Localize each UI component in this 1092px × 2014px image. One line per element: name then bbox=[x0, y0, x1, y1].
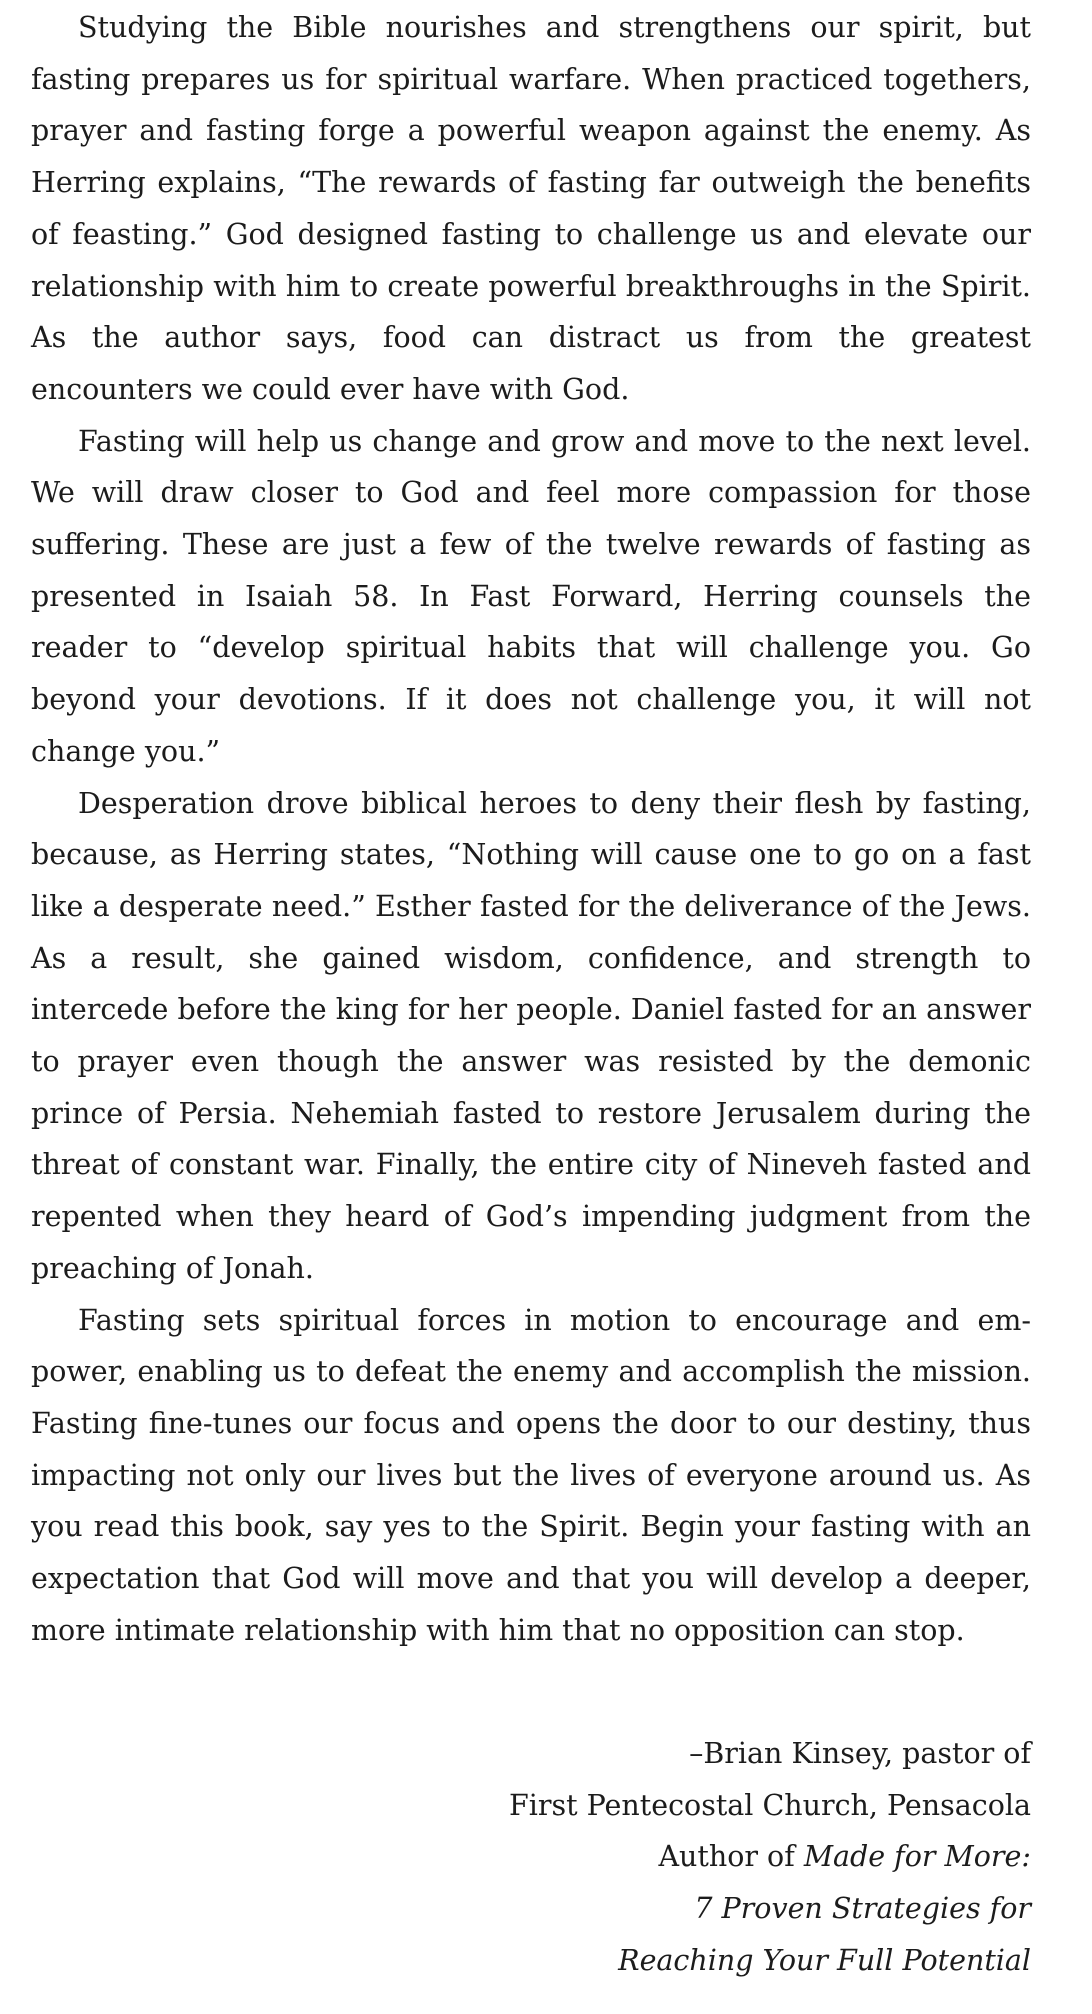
attribution-name: –Brian Kinsey, pastor of bbox=[689, 1737, 1031, 1770]
book-title-part-3: Reaching Your Full Potential bbox=[618, 1943, 1031, 1977]
book-title-part-1: Made for More: bbox=[803, 1840, 1031, 1874]
author-prefix: Author of bbox=[658, 1840, 804, 1874]
paragraph-2: Fasting will help us change and grow and move to the next level. We will draw closer to God and feel more compassion for those suffering. These are just a few of the twelve rewards of fasting as presented in Isaiah 58. In Fast Forward, Herring counsels the reader to “develop spiritual habits that will challenge you. Go beyond your devotions. If it does not challenge you, it will not change you.” bbox=[31, 424, 1031, 768]
paragraph-3: Desperation drove biblical heroes to deny their flesh by fasting, because, as Herring states, “Nothing will cause one to go on a fast like a desperate need.” Esther fasted for the deliverance of the Jews. As a result, she gained wisdom, confidence, and strength to intercede before the king for her people. Daniel fasted for an answer to prayer even though the answer was resisted by the demonic prince of Persia. Nehemiah fasted to restore Jerusalem during the threat of constant war. Finally, the entire city of Nineveh fasted and repented when they heard of God’s impending judgment from the preaching of Jonah. bbox=[31, 786, 1031, 1285]
paragraph-1: Studying the Bible nourishes and strengthens our spirit, but fasting prepares us for spiritual warfare. When practiced togethers, prayer and fasting forge a powerful weapon against the enemy. As Herring explains, “The rewards of fasting far outweigh the benefits of feasting.” God designed fasting to challenge us and elevate our relationship with him to create powerful breakthroughs in the Spirit. As the author says, food can distract us from the greatest encounters we could ever have with God. bbox=[31, 11, 1031, 406]
body-text bbox=[31, 0, 1031, 1657]
attribution-author-line bbox=[31, 1831, 1031, 1883]
attribution-church: First Pentecostal Church, Pensacola bbox=[509, 1788, 1031, 1822]
attribution bbox=[31, 1728, 1031, 1987]
paragraph-4: Fasting sets spiritual forces in motion to encourage and empower, enabling us to defeat the enemy and accomplish the mission. Fasting fine-tunes our focus and opens the door to our destiny, thus impacting not only our lives but the lives of everyone around us. As you read this book, say yes to the Spirit. Begin your fasting with an expectation that God will move and that you will develop a deeper, more intimate relationship with him that no opposition can stop. bbox=[31, 1303, 1031, 1647]
book-title-part-2: 7 Proven Strategies for bbox=[694, 1892, 1031, 1926]
book-page bbox=[31, 0, 1031, 1977]
